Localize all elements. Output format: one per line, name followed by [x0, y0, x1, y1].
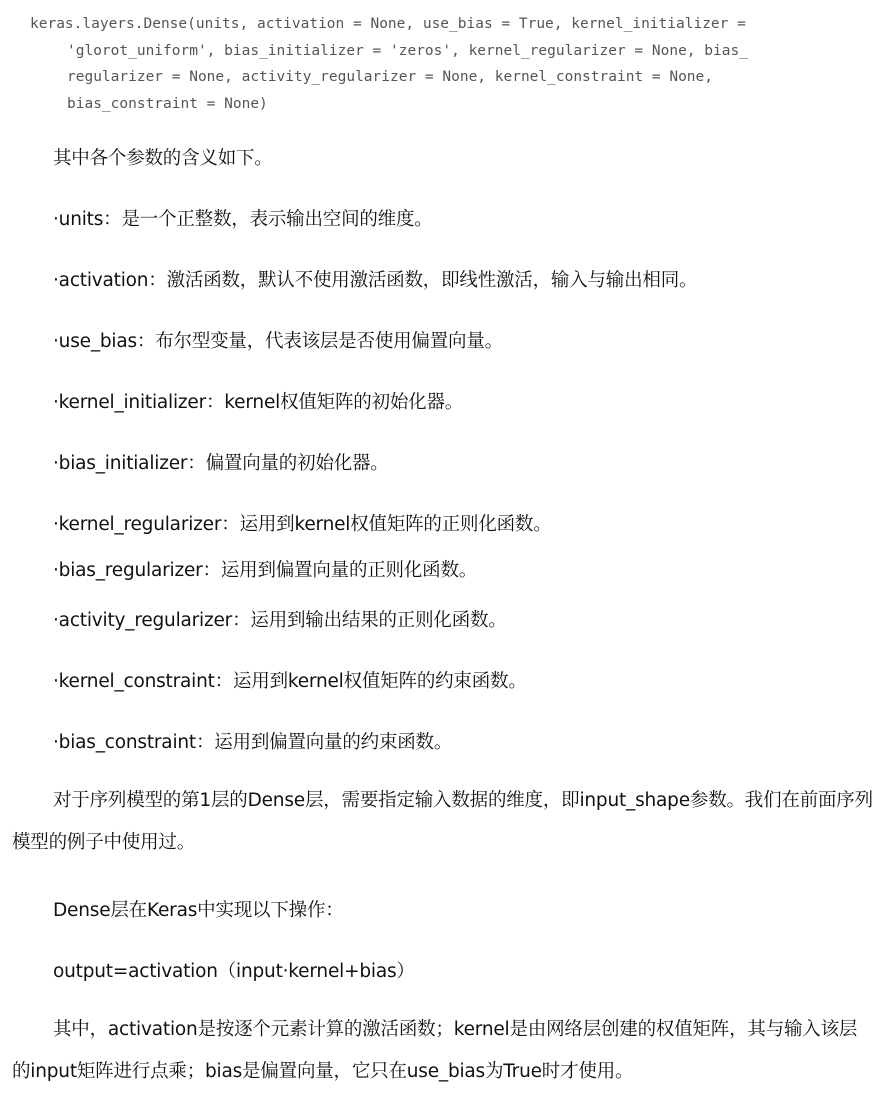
param-bias-regularizer: ·bias_regularizer：运用到偏置向量的正则化函数。 [53, 560, 478, 581]
code-line: regularizer = None, activity_regularizer = None, kernel_constraint = None, [67, 69, 714, 85]
intro-text: 其中各个参数的含义如下。 [53, 148, 273, 169]
code-line: bias_constraint = None) [67, 95, 268, 112]
explanation-paragraph: 其中，activation是按逐个元素计算的激活函数；kernel是由网络层创建的权值矩阵，其与输入该层的input矩阵进行点乘；bias是偏置向量，它只在use_bias为True时才使用。 [12, 1019, 858, 1082]
param-units: ·units：是一个正整数，表示输出空间的维度。 [53, 209, 433, 230]
param-activity-regularizer: ·activity_regularizer：运用到输出结果的正则化函数。 [53, 610, 507, 631]
code-line: 'glorot_uniform', bias_initializer = 'zeros', kernel_regularizer = None, bias_ [67, 42, 748, 59]
code-block [30, 11, 860, 117]
param-bias-initializer: ·bias_initializer：偏置向量的初始化器。 [53, 453, 389, 474]
dense-ops-text: Dense层在Keras中实现以下操作： [53, 900, 344, 921]
param-use-bias: ·use_bias：布尔型变量，代表该层是否使用偏置向量。 [53, 331, 503, 352]
param-kernel-initializer: ·kernel_initializer：kernel权值矩阵的初始化器。 [53, 392, 464, 413]
formula-text: output=activation（input·kernel+bias） [53, 961, 415, 982]
param-bias-constraint: ·bias_constraint：运用到偏置向量的约束函数。 [53, 732, 453, 753]
param-kernel-constraint: ·kernel_constraint：运用到kernel权值矩阵的约束函数。 [53, 671, 527, 692]
code-line: keras.layers.Dense(units, activation = None, use_bias = True, kernel_initializer = [30, 16, 746, 32]
param-activation: ·activation：激活函数，默认不使用激活函数，即线性激活，输入与输出相同。 [53, 270, 698, 291]
first-layer-paragraph: 对于序列模型的第1层的Dense层，需要指定输入数据的维度，即input_shape参数。我们在前面序列模型的例子中使用过。 [12, 790, 873, 853]
param-kernel-regularizer: ·kernel_regularizer：运用到kernel权值矩阵的正则化函数。 [53, 514, 552, 535]
